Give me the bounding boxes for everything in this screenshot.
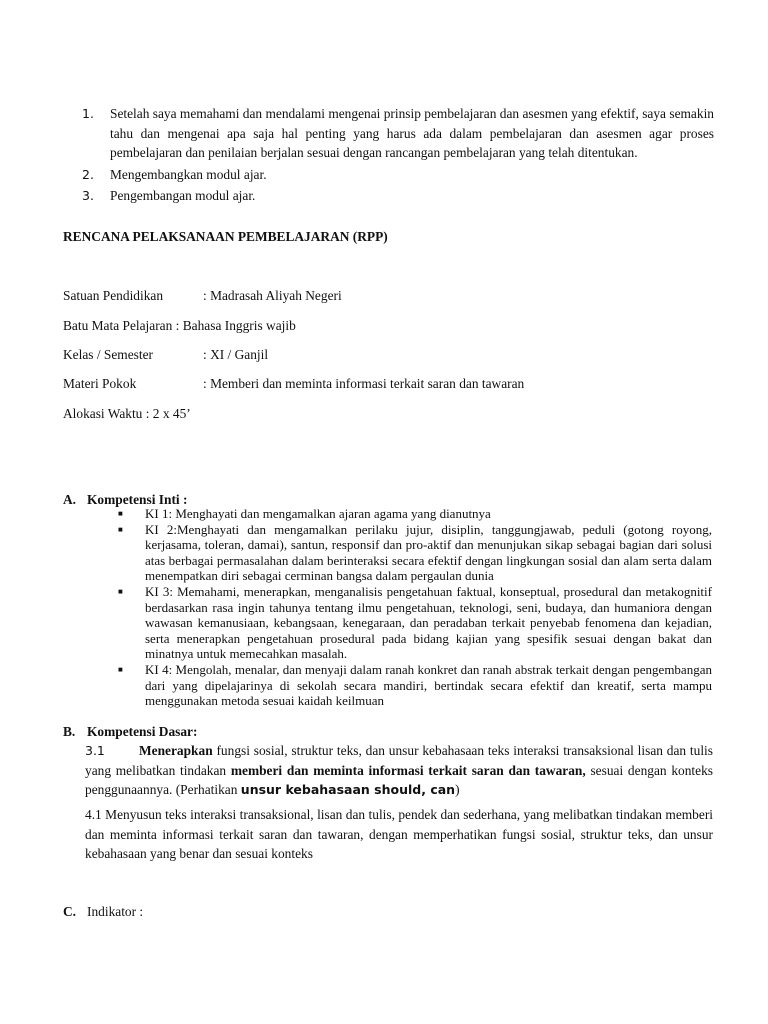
list-item-text: Pengembangan modul ajar. [110, 188, 256, 203]
list-item [118, 662, 712, 709]
field-label: Satuan Pendidikan [63, 288, 164, 303]
field-satuan-pendidikan [63, 286, 342, 305]
ki-lead: KI 3: [145, 583, 173, 599]
field-kelas-semester [63, 345, 268, 364]
list-item-text [145, 584, 712, 662]
list-item-text: Setelah saya memahami dan mendalami mengenai prinsip pembelajaran dan asesmen yang efektif, saya semakin tahu dan mengenai apa saja hal penting yang harus ada dalam pembelajaran dan asesmen agar proses pembelajaran dan penilaian berjalan sesuai dengan rancangan pembelajaran yang telah ditentukan. [110, 106, 714, 160]
kd-number: 3.1 [85, 743, 105, 758]
kompetensi-inti-list [118, 506, 712, 709]
kd-bold-topic: memberi dan meminta informasi terkait saran dan tawaran, [230, 762, 586, 778]
ki-lead: KI 4: [145, 661, 173, 677]
ki-body: Memahami, menerapkan, menganalisis pengetahuan faktual, konseptual, prosedural dan metakognitif berdasarkan rasa ingin tahunya tentang ilmu pengetahuan, teknologi, seni, budaya, dan humaniora dengan wawasan kemanusiaan, kebangsaan, kenegaraan, dan peradaban terkait penyebab fenomena dan kejadian, serta menerapkan pengetahuan prosedural pada bidang kajian yang spesifik sesuai dengan bakat dan minatnya untuk memecahkan masalah. [145, 583, 712, 662]
list-item [118, 584, 712, 662]
list-item [82, 186, 714, 206]
ki-body: Menghayati dan mengamalkan ajaran agama yang dianutnya [172, 506, 491, 521]
list-item-text [145, 662, 712, 709]
kd-text: ) [455, 782, 460, 797]
field-alokasi-waktu: Alokasi Waktu : 2 x 45’ [63, 406, 191, 421]
ki-body: Menghayati dan mengamalkan perilaku jujur, disiplin, tanggungjawab, peduli (gotong royong, kerjasama, toleran, damai), santun, responsif dan pro-aktif dan menunjukan sikap sebagai bagian dari solusi atas berbagai permasalahan dalam berinteraksi secara efektif dengan lingkungan sosial dan alam serta dalam menempatkan diri sebagai cerminan bangsa dalam pergaulan dunia [145, 521, 712, 584]
list-item-text [145, 522, 712, 584]
list-marker: 1. [82, 106, 94, 121]
field-mata-pelajaran: Batu Mata Pelajaran : Bahasa Inggris wajib [63, 318, 296, 333]
kd-bold-verb: Menerapkan [139, 743, 213, 758]
section-letter: C. [63, 904, 77, 919]
list-item-text [145, 506, 712, 522]
bullet-icon: ■ [118, 586, 123, 596]
section-b-heading [63, 722, 197, 741]
kd-3-1-paragraph [85, 741, 713, 800]
section-title: Kompetensi Dasar: [87, 724, 198, 739]
list-item-text: Mengembangkan modul ajar. [110, 166, 267, 182]
kd-4-1-paragraph: 4.1 Menyusun teks interaksi transaksional, lisan dan tulis, pendek dan sederhana, yang melibatkan tindakan memberi dan meminta informasi terkait saran dan tawaran, dengan memperhatikan fungsi sosial, struktur teks, dan unsur kebahasaan yang benar dan sesuai konteks [85, 807, 713, 861]
field-value: : Madrasah Aliyah Negeri [203, 288, 342, 303]
list-item [118, 506, 712, 522]
bullet-icon: ■ [118, 524, 123, 534]
bullet-icon: ■ [118, 509, 123, 518]
list-marker: 3. [82, 188, 94, 203]
field-value: : XI / Ganjil [203, 347, 269, 362]
list-item [82, 165, 714, 185]
section-c-heading [63, 902, 143, 921]
kd-bold-note: unsur kebahasaan should, can [240, 782, 456, 797]
section-title: Indikator : [87, 904, 144, 919]
kd-text: sesuai dengan konteks penggunaannya. (Perhatikan [85, 762, 713, 797]
ki-body: Mengolah, menalar, dan menyaji dalam ranah konkret dan ranah abstrak terkait dengan pengembangan dari yang dipelajarinya di sekolah secara mandiri, bertindak secara efektif dan kreatif, serta mampu menggunakan metoda sesuai kaidah keilmuan [145, 661, 712, 709]
list-item [82, 104, 714, 163]
ki-lead: KI 1: [145, 506, 173, 521]
bullet-icon: ■ [118, 664, 123, 674]
section-letter: A. [63, 492, 77, 507]
document-title: RENCANA PELAKSANAAN PEMBELAJARAN (RPP) [63, 229, 388, 244]
intro-numbered-list [82, 104, 714, 208]
field-materi-pokok [63, 374, 524, 393]
section-title: Kompetensi Inti : [87, 492, 188, 507]
field-label: Materi Pokok [63, 376, 137, 391]
field-value: : Memberi dan meminta informasi terkait saran dan tawaran [203, 376, 525, 391]
field-label: Kelas / Semester [63, 347, 153, 362]
list-item [118, 522, 712, 584]
ki-lead: KI 2: [145, 521, 177, 537]
section-letter: B. [63, 724, 76, 739]
kd-text: fungsi sosial, struktur teks, dan unsur kebahasaan teks interaksi transaksional lisan dan tulis yang melibatkan tindakan [85, 743, 713, 778]
list-marker: 2. [82, 166, 94, 182]
